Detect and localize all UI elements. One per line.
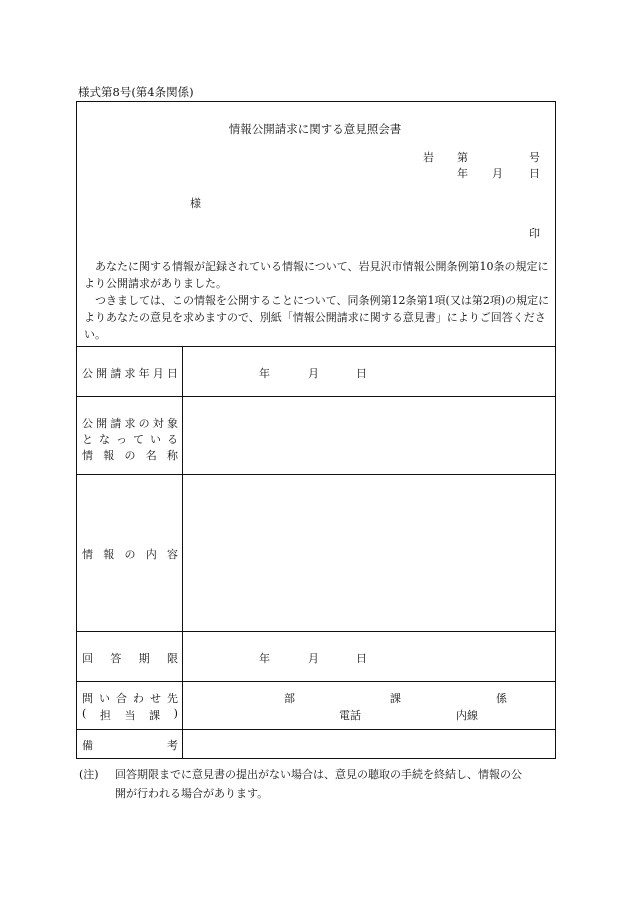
dai-char: 第 [457,151,468,164]
footnote-mark: (注) [79,768,99,781]
label-subject-line-2 [82,431,178,447]
deadline-day: 日 [356,652,367,665]
row-divider [77,681,555,682]
iwa-char: 岩 [423,151,434,164]
request-year: 年 [259,367,270,380]
label-subject-line-1 [82,415,178,431]
table-top-line [77,346,555,347]
contact-bu: 部 [284,692,295,705]
footnote-line-1: 回答期限までに意見書の提出がない場合は、意見の聴取の手続を終結し、情報の公 [115,768,522,781]
addressee-honorific: 様 [190,197,201,210]
document-title: 情報公開請求に関する意見照会書 [228,122,402,136]
body-paragraph-1: あなたに関する情報が記録されている情報について、岩見沢市情報公開条例第10条の規定により公開請求がありました。 [84,260,549,290]
label-contact-dept-text: ( 担 当 課 ) [82,707,178,722]
row-divider [77,729,555,730]
row-divider [77,631,555,632]
contact-ka: 課 [390,692,401,705]
label-subject-line-1-text: 公 開 請 求 の 対 象 [82,417,178,430]
gou-char: 号 [529,151,540,164]
column-divider [182,346,183,758]
date-year: 年 [457,167,468,180]
footnote-line-2: 開が行われる場合があります。 [115,787,269,800]
contact-naisen: 内線 [456,709,478,722]
date-month: 月 [492,167,503,180]
deadline-month: 月 [308,652,319,665]
label-remarks-text: 備 考 [82,739,178,752]
label-subject-line-3 [82,447,178,463]
label-contact-text: 問 い 合 わ せ 先 [82,692,178,705]
label-contact [82,690,178,706]
contact-denwa: 電話 [339,709,361,722]
body-paragraph-2: つきましては、この情報を公開することについて、同条例第12条第1項(又は第2項)の規定によりあなたの意見を求めますので、別紙「情報公開請求に関する意見書」によりご回答ください。 [84,294,550,341]
form-label: 様式第8号(第4条関係) [78,85,194,99]
deadline-year: 年 [259,652,270,665]
label-content [82,546,178,562]
label-request-date-text: 公 開 請 求 年 月 日 [82,367,178,380]
label-request-date [82,365,178,381]
label-subject-line-2-text: と な っ て い る [82,433,178,446]
label-remarks [82,737,178,753]
date-day: 日 [529,167,540,180]
request-month: 月 [308,367,319,380]
label-content-text: 情 報 の 内 容 [82,548,178,561]
label-subject-line-3-text: 情 報 の 名 称 [82,449,178,462]
row-divider [77,396,555,397]
label-contact-dept [82,707,178,723]
request-day: 日 [356,367,367,380]
contact-kakari: 係 [496,692,507,705]
label-deadline-text: 回 答 期 限 [82,652,178,665]
row-divider [77,474,555,475]
seal-mark: 印 [529,227,540,240]
label-deadline [82,650,178,666]
